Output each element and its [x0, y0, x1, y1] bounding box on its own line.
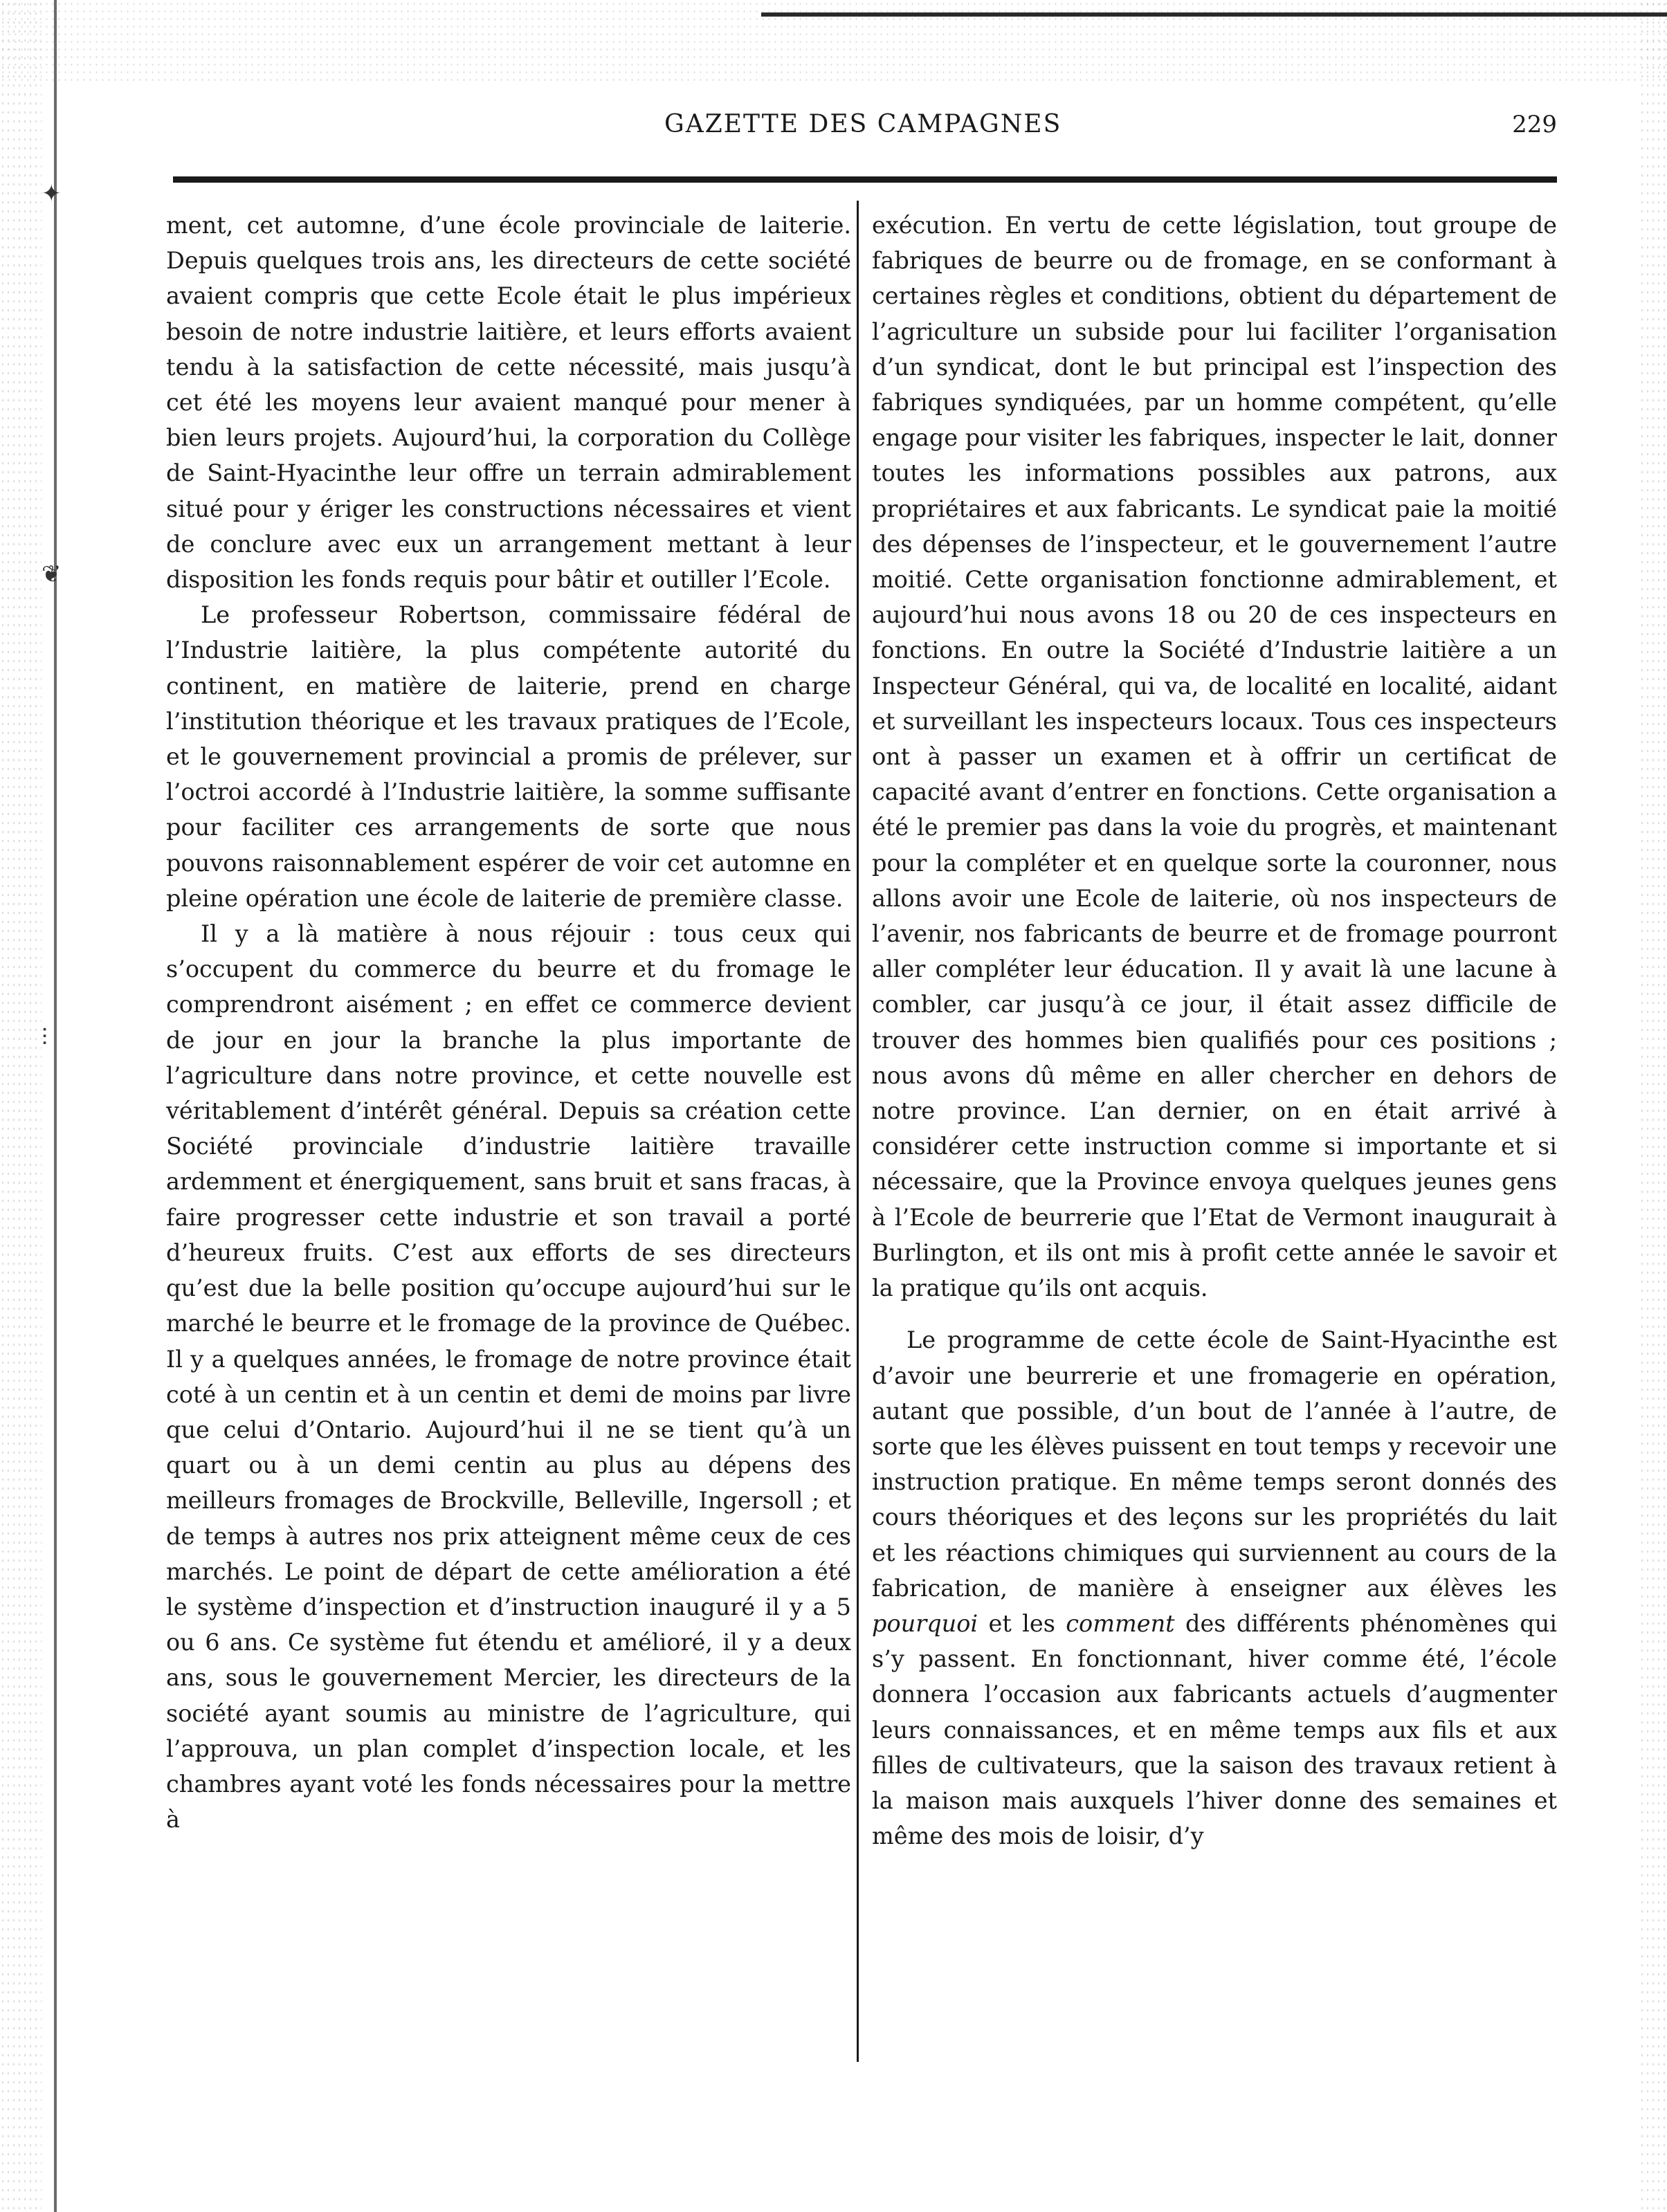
running-head [173, 104, 1557, 145]
margin-ornament-mark: ❦ [42, 560, 62, 588]
paragraph: exécution. En vertu de cette législation, tout groupe de fabriques de beurre ou de fromage, en se conformant à certaines règles et conditions, obtient du département de l’agriculture un subside pour lui faciliter l’organisation d’un syndicat, dont le but principal est l’inspection des fabriques syndiquées, par un homme compétent, qu’elle engage pour visiter les fabriques, inspecter le lait, donner toutes les informations possibles aux patrons, aux propriétaires et aux fabricants. Le syndicat paie la moitié des dépenses de l’inspecteur, et le gouvernement l’autre moitié. Cette organisation fonctionne admirablement, et aujourd’hui nous avons 18 ou 20 de ces inspecteurs en fonctions. En outre la Société d’Industrie laitière a un Inspecteur Général, qui va, de localité en localité, aidant et surveillant les inspecteurs locaux. Tous ces inspecteurs ont à passer un examen et à offrir un certificat de capacité avant d’entrer en fonctions. Cette organisation a été le premier pas dans la voie du progrès, et maintenant pour la compléter et en quelque sorte la couronner, nous allons avoir une Ecole de laiterie, où nos inspecteurs de l’avenir, nos fabricants de beurre et de fromage pourront aller compléter leur éducation. Il y avait là une lacune à combler, car jusqu’à ce jour, il était assez difficile de trouver des hommes bien qualifiés pour ces positions ; nous avons dû même en aller chercher en dehors de notre province. L’an dernier, on en était arrivé à considérer cette instruction comme si importante et si nécessaire, que la Province envoya quelques jeunes gens à l’Ecole de beurrerie que l’Etat de Vermont inaugurait à Burlington, et ils ont mis à profit cette année le savoir et la pratique qu’ils ont acquis. [872, 212, 1557, 1302]
binding-edge [54, 0, 57, 2212]
paragraph-text: et les [988, 1609, 1055, 1637]
paragraph-text: Le programme de cette école de Saint-Hyacinthe est d’avoir une beurrerie et une fromagerie en opération, autant que possible, d’un bout de l’année à l’autre, de sorte que les élèves puissent en tout temps y recevoir une instruction pratique. En même temps seront donnés des cours théoriques et des leçons sur les propriétés du lait et les réactions chimiques qui surviennent au cours de la fabrication, de manière à enseigner aux élèves les [872, 1326, 1557, 1602]
margin-pin-mark: ⫶ [42, 1024, 48, 1052]
paragraph: Le professeur Robertson, commissaire fédéral de l’Industrie laitière, la plus compétente autorité du continent, en matière de laiterie, prend en charge l’institution théorique et les travaux pratiques de l’Ecole, et le gouvernement provincial a promis de prélever, sur l’octroi accordé à l’Industrie laitière, la somme suffisante pour faciliter ces arrangements de sorte que nous pouvons raisonnablement espérer de voir cet automne en pleine opération une école de laiterie de première classe. [166, 601, 851, 912]
header-double-rule [173, 176, 1557, 183]
running-title: GAZETTE DES CAMPAGNES [664, 110, 1062, 138]
paragraph-text: des différents phénomènes qui s’y passent. En fonctionnant, hiver comme été, l’école donnera l’occasion aux fabricants actuels d’augmenter leurs connaissances, et en même temps aux fils et aux filles de cultivateurs, que la saison des travaux retient à la maison mais auxquels l’hiver donne des semaines et même des mois de loisir, d’y [872, 1609, 1557, 1850]
left-column [166, 208, 851, 2090]
margin-stippling-right [1639, 0, 1667, 2212]
page-number: 229 [1512, 111, 1557, 138]
top-edge-rule [761, 12, 1667, 17]
italic-word: comment [1066, 1609, 1175, 1637]
paragraph: Il y a là matière à nous réjouir : tous ceux qui s’occupent du commerce du beurre et du fromage le comprendront aisément ; en effet ce commerce devient de jour en jour la branche la plus importante de l’agriculture dans notre province, et cette nouvelle est véritablement d’intérêt général. Depuis sa création cette Société provinciale d’industrie laitière travaille ardemment et énergiquement, sans bruit et sans fracas, à faire progresser cette industrie et son travail a porté d’heureux fruits. C’est aux efforts de ses directeurs qu’est due la belle position qu’occupe aujourd’hui sur le marché le beurre et le fromage de la province de Québec. Il y a quelques années, le fromage de notre province était coté à un centin et à un centin et demi de moins par livre que celui d’Ontario. Aujourd’hui il ne se tient qu’à un quart ou à un demi centin au plus au dépens des meilleurs fromages de Brockville, Belleville, Ingersoll ; et de temps à autres nos prix atteignent même ceux de ces marchés. Le point de départ de cette amélioration a été le système d’inspection et d’instruction inauguré il y a 5 ou 6 ans. Ce système fut étendu et amélioré, il y a deux ans, sous le gouvernement Mercier, les directeurs de la société ayant soumis au ministre de l’agriculture, qui l’approuva, un plan complet d’inspection locale, et les chambres ayant voté les fonds nécessaires pour la mettre à [166, 920, 851, 1834]
italic-word: pourquoi [872, 1609, 978, 1637]
margin-arrow-mark: ✦ [42, 180, 62, 208]
paragraph: ment, cet automne, d’une école provinciale de laiterie. Depuis quelques trois ans, les directeurs de cette société avaient compris que cette Ecole était le plus impérieux besoin de notre industrie laitière, et leurs efforts avaient tendu à la satisfaction de cette nécessité, mais jusqu’à cet été les moyens leur avaient manqué pour mener à bien leurs projets. Aujourd’hui, la corporation du Collège de Saint-Hyacinthe leur offre un terrain admirablement situé pour y ériger les constructions nécessaires et vient de conclure avec eux un arrangement mettant à leur disposition les fonds requis pour bâtir et outiller l’Ecole. [166, 212, 851, 594]
paragraph [872, 1322, 1557, 1854]
column-divider [857, 201, 859, 2062]
margin-stippling-left [0, 0, 42, 2212]
right-column [872, 208, 1557, 2090]
